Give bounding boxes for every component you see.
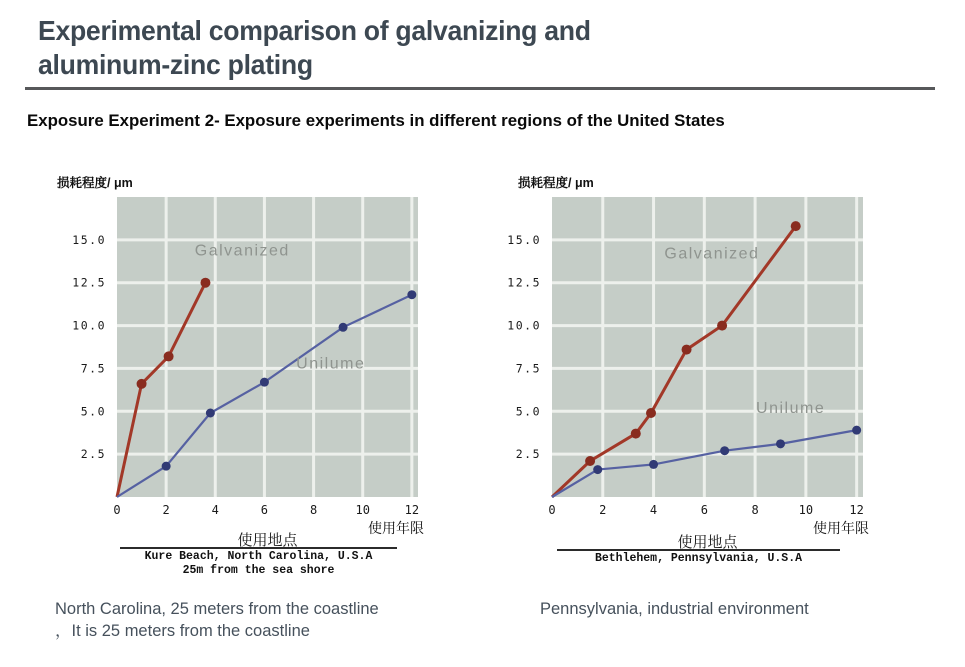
x-tick-label: 6 [700, 503, 708, 517]
y-tick-label: 7.5 [515, 361, 541, 376]
series-label: Galvanized [664, 245, 760, 263]
data-point [162, 462, 171, 471]
data-point [649, 460, 658, 469]
subtitle: Exposure Experiment 2- Exposure experiments in different regions of the United States [27, 111, 725, 130]
page-title-line1: Experimental comparison of galvanizing and [38, 15, 591, 46]
data-point [717, 321, 727, 331]
data-point [631, 429, 641, 439]
title-underline [25, 87, 935, 90]
y-tick-label: 15.0 [72, 232, 106, 247]
y-tick-label: 5.0 [515, 404, 541, 419]
y-tick-label: 5.0 [80, 404, 106, 419]
page-title [38, 14, 591, 82]
data-point [200, 278, 210, 288]
y-tick-label: 2.5 [515, 447, 541, 462]
data-point [720, 446, 729, 455]
x-tick-label: 0 [113, 503, 121, 517]
series-label: Unilume [756, 400, 826, 417]
data-point [206, 409, 215, 418]
data-point [407, 290, 416, 299]
y-tick-label: 7.5 [80, 361, 106, 376]
left-chart-caption-line2: 25m from the sea shore [182, 564, 335, 577]
x-axis-title: 使用年限 [813, 520, 869, 536]
footer-left-note [55, 598, 379, 642]
x-tick-label: 8 [751, 503, 759, 517]
data-point [164, 351, 174, 361]
y-tick-label: 15.0 [507, 232, 541, 247]
left-chart-caption-line1: Kure Beach, North Carolina, U.S.A [144, 550, 373, 563]
y-tick-label: 10.0 [507, 318, 541, 333]
left-chart-caption-rule [120, 547, 397, 549]
footer-right-note: Pennsylvania, industrial environment [540, 600, 809, 618]
data-point [260, 378, 269, 387]
y-axis-title: 损耗程度/ μm [518, 176, 594, 190]
x-tick-label: 0 [548, 503, 556, 517]
data-point [682, 345, 692, 355]
y-tick-label: 12.5 [72, 275, 106, 290]
data-point [339, 323, 348, 332]
series-label: Unilume [296, 355, 366, 373]
data-point [791, 221, 801, 231]
data-point [593, 465, 602, 474]
data-point [646, 408, 656, 418]
right-chart-caption-line1: Bethlehem, Pennsylvania, U.S.A [594, 552, 803, 565]
footer-left-line2: ，It is 25 meters from the coastline [55, 622, 310, 640]
right-chart-caption [557, 552, 840, 566]
data-point [137, 379, 147, 389]
right-chart-caption-rule [557, 549, 840, 551]
plot-area [552, 197, 863, 497]
left-chart-location-label: 使用地点 [237, 532, 298, 549]
y-tick-label: 2.5 [80, 447, 106, 462]
footer-left-line1: North Carolina, 25 meters from the coastline [55, 600, 379, 618]
y-tick-label: 12.5 [507, 275, 541, 290]
left-chart [45, 172, 445, 538]
left-chart-caption [120, 550, 397, 578]
x-tick-label: 4 [211, 503, 219, 517]
x-tick-label: 12 [849, 503, 864, 517]
x-axis-title: 使用年限 [368, 520, 424, 536]
y-axis-title: 损耗程度/ μm [57, 176, 133, 190]
x-tick-label: 2 [162, 503, 170, 517]
x-tick-label: 10 [798, 503, 814, 517]
data-point [776, 439, 785, 448]
x-tick-label: 8 [309, 503, 318, 517]
data-point [585, 456, 595, 466]
series-label: Galvanized [194, 242, 290, 260]
data-point [852, 426, 861, 435]
x-tick-label: 4 [649, 503, 658, 517]
x-tick-label: 6 [260, 503, 269, 517]
right-chart [485, 172, 897, 538]
page-title-line2: aluminum-zinc plating [38, 49, 313, 80]
x-tick-label: 12 [404, 503, 420, 517]
right-chart-location-label: 使用地点 [677, 534, 738, 551]
x-tick-label: 10 [355, 503, 370, 517]
x-tick-label: 2 [599, 503, 607, 517]
y-tick-label: 10.0 [72, 318, 106, 333]
